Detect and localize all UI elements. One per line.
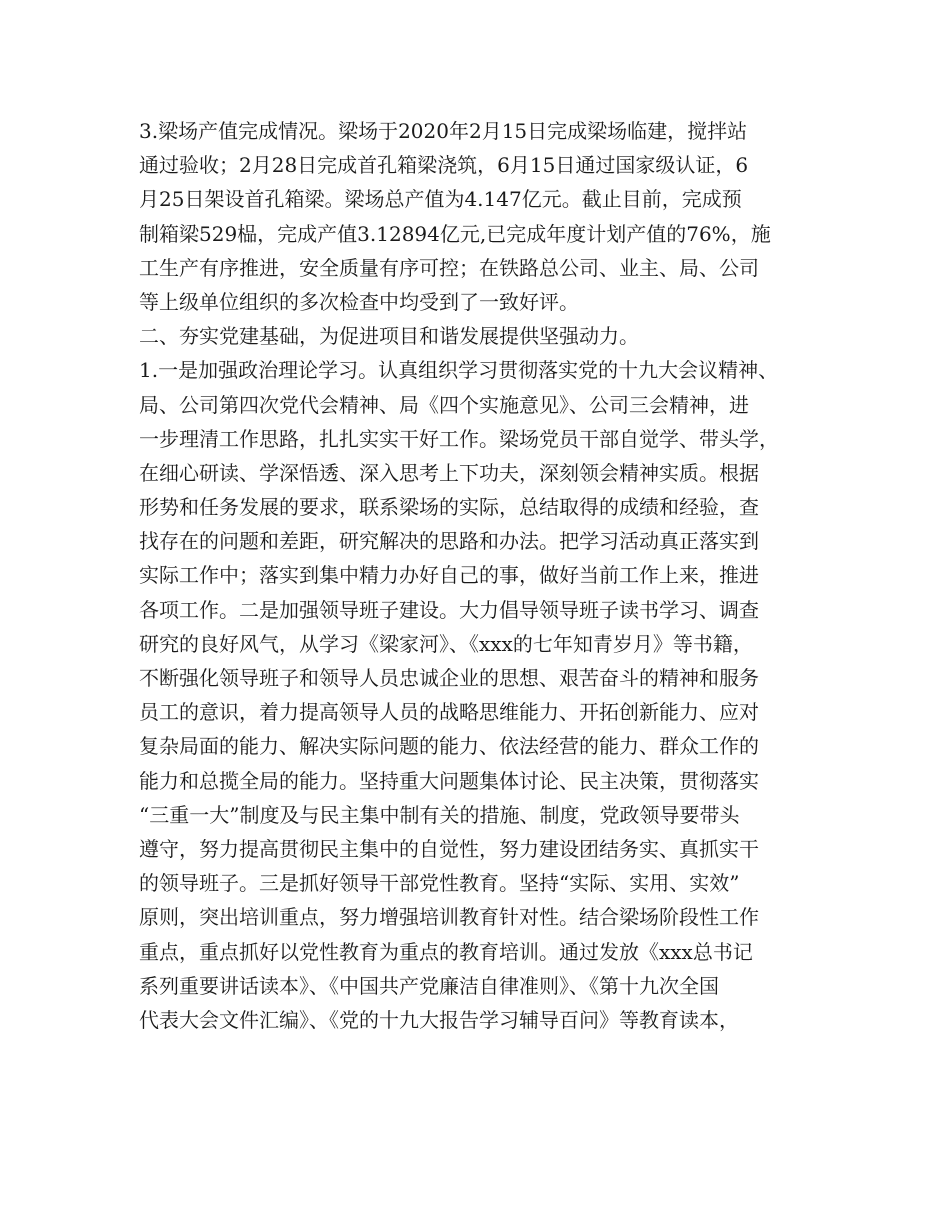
text-line: 工生产有序推进，安全质量有序可控；在铁路总公司、业主、局、公司 [139, 255, 759, 280]
text-line: 各项工作。二是加强领导班子建设。大力倡导领导班子读书学习、调查 [139, 597, 759, 622]
text-line: 能力和总揽全局的能力。坚持重大问题集体讨论、民主决策，贯彻落实 [139, 768, 759, 793]
text-line: 不断强化领导班子和领导人员忠诚企业的思想、艰苦奋斗的精神和服务 [139, 666, 759, 690]
text-line: 遵守，努力提高贯彻民主集中的自觉性，努力建设团结务实、真抓实干 [139, 836, 759, 861]
text-line: 通过验收；2月28日完成首孔箱梁浇筑，6月15日通过国家级认证，6 [139, 153, 749, 178]
paragraph-party-building [139, 353, 829, 1037]
text-line: 一步理清工作思路，扎扎实实干好工作。梁场党员干部自觉学、带头学， [139, 426, 779, 451]
text-line: 月25日架设首孔箱梁。梁场总产值为4.147亿元。截止目前，完成预 [139, 187, 742, 212]
text-line: 找存在的问题和差距，研究解决的思路和办法。把学习活动真正落实到 [139, 529, 759, 554]
text-line: 复杂局面的能力、解决实际问题的能力、依法经营的能力、群众工作的 [139, 734, 759, 759]
text-line: 3.梁场产值完成情况。梁场于2020年2月15日完成梁场临建，搅拌站 [139, 119, 748, 143]
heading-line: 二、夯实党建基础，为促进项目和谐发展提供坚强动力。 [139, 324, 639, 349]
text-line: 的领导班子。三是抓好领导干部党性教育。坚持“实际、实用、实效” [139, 871, 740, 896]
text-line: 员工的意识，着力提高领导人员的战略思维能力、开拓创新能力、应对 [139, 700, 759, 725]
section-heading [139, 319, 829, 353]
text-line: 原则，突出培训重点，努力增强培训教育针对性。结合梁场阶段性工作 [139, 905, 759, 930]
text-line: 研究的良好风气，从学习《梁家河》、《xxx的七年知青岁月》等书籍， [139, 631, 753, 656]
text-line: “三重一大”制度及与民主集中制有关的措施、制度，党政领导要带头 [139, 802, 740, 827]
text-line: 1.一是加强政治理论学习。认真组织学习贯彻落实党的十九大会议精神、 [139, 358, 779, 383]
text-line: 制箱梁529榀，完成产值3.12894亿元,已完成年度计划产值的76%，施 [139, 221, 771, 246]
text-line: 局、公司第四次党代会精神、局《四个实施意见》、公司三会精神，进 [139, 392, 749, 417]
text-line: 等上级单位组织的多次检查中均受到了一致好评。 [139, 289, 579, 314]
text-line: 形势和任务发展的要求，联系梁场的实际，总结取得的成绩和经验，查 [139, 495, 759, 520]
text-line: 实际工作中；落实到集中精力办好自己的事，做好当前工作上来，推进 [139, 563, 759, 588]
paragraph-beam-yard-output [139, 114, 829, 319]
document-body [139, 114, 829, 1037]
text-line: 在细心研读、学深悟透、深入思考上下功夫，深刻领会精神实质。根据 [139, 460, 759, 485]
text-line: 重点，重点抓好以党性教育为重点的教育培训。通过发放《xxx总书记 [139, 939, 753, 964]
text-line: 系列重要讲话读本》、《中国共产党廉洁自律准则》、《第十九次全国 [139, 973, 719, 998]
text-line: 代表大会文件汇编》、《党的十九大报告学习辅导百问》等教育读本， [139, 1007, 739, 1032]
